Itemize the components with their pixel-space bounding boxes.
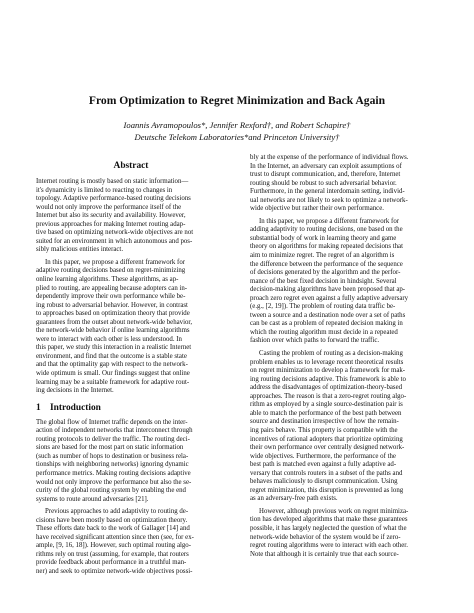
- text-line: learning may be a suitable framework for adaptive rout-: [36, 378, 190, 386]
- text-line: best path is matched even against a fully adaptive ad-: [250, 461, 397, 469]
- text-line: ing routing decisions adaptive. This framework is able to: [250, 375, 406, 383]
- text-line: aim to minimize regret. The regret of an algorithm is: [250, 252, 395, 260]
- text-line: mance of the best fixed decision in hindsight. Several: [250, 277, 397, 285]
- paragraph: [250, 508, 440, 559]
- text-line: Casting the problem of routing as a decision-making: [259, 350, 403, 358]
- text-line: In this paper, we propose a different framework for: [259, 217, 400, 225]
- text-line: which the routing algorithm must decide in a repeated: [250, 328, 398, 336]
- text-line: wide optimum is small. Our findings suggest that online: [36, 370, 190, 378]
- text-line: network-wide behavior of the system would be if zero-: [250, 533, 401, 541]
- text-line: ner) and seek to optimize network-wide objectives possi-: [36, 567, 193, 575]
- text-line: suited for an environment in which autonomous and pos-: [36, 237, 193, 245]
- text-line: would not only improve the performance but also the se-: [36, 478, 192, 486]
- right-column: [250, 154, 440, 563]
- text-line: Internet but also its security and availability. However,: [36, 212, 186, 220]
- text-line: rithms rely on trust (assuming, for example, that routers: [36, 550, 189, 558]
- text-line: substantial body of work in learning theory and game: [250, 234, 397, 242]
- paragraph: [250, 154, 440, 214]
- text-line: previous approaches for making Internet routing adap-: [36, 220, 186, 228]
- text-line: wide objectives. Furthermore, the performance of the: [250, 452, 396, 460]
- paragraph: [36, 419, 226, 504]
- text-line: tion has developed algorithms that make these guarantees: [250, 516, 408, 524]
- text-line: These efforts date back to the work of Gallager [14] and: [36, 525, 190, 533]
- paper-affiliation: Deutsche Telekom Laboratories*and Princeton University†: [134, 132, 340, 142]
- text-line: tionships with neighboring networks) ignoring dynamic: [36, 461, 189, 469]
- section-title: Introduction: [50, 402, 101, 413]
- text-line: sions are based for the most part on static information: [36, 444, 184, 452]
- text-line: tween a source and a destination node over a set of paths: [250, 311, 406, 319]
- text-line: wide objective but rather their own performance.: [250, 205, 384, 213]
- text-line: dependently improve their own performance while be-: [36, 293, 186, 301]
- paragraph: [250, 218, 440, 346]
- text-line: as an adversary-free path exists.: [250, 495, 338, 503]
- text-line: were to interact with each other is less understood. In: [36, 335, 182, 343]
- text-line: ing decisions in the Internet.: [36, 387, 114, 395]
- text-line: incentives of rational adopters that prioritize optimizing: [250, 435, 403, 443]
- text-line: and that the optimality gap with respect to the network-: [36, 361, 188, 369]
- paragraph: [36, 259, 226, 396]
- paragraph: [36, 178, 226, 255]
- text-line: theory on algorithms for making repeated decisions that: [250, 243, 403, 251]
- introduction-body: [36, 419, 226, 577]
- text-line: the difference between the performance of the sequence: [250, 260, 403, 268]
- paragraph: [36, 508, 226, 576]
- right-column-body: [250, 154, 440, 559]
- text-line: able to match the performance of the best path between: [250, 409, 402, 417]
- text-line: environment, and find that the outcome is a stable state: [36, 352, 187, 360]
- text-line: behaves maliciously to disrupt communication. Using: [250, 478, 398, 486]
- text-line: adaptive routing decisions based on regret-minimizing: [36, 267, 186, 275]
- text-line: provide feedback about performance in a truthful man-: [36, 559, 187, 567]
- text-line: online learning algorithms. These algorithms, as ap-: [36, 276, 179, 284]
- text-line: decision-making algorithms have been proposed that ap-: [250, 286, 406, 294]
- introduction-heading: [36, 402, 226, 414]
- text-line: can be cast as a problem of repeated decision making in: [250, 320, 403, 328]
- text-line: versary that controls routers in a subset of the paths and: [250, 469, 403, 477]
- text-line: their own performance over centrally designed network-: [250, 444, 405, 452]
- abstract-body: [36, 178, 226, 396]
- text-line: problem enables us to leverage recent theoretical results: [250, 358, 404, 366]
- text-line: curity of the global routing system by enabling the end: [36, 487, 186, 495]
- text-line: (e.g., [2, 19]). The problem of routing data traffic be-: [250, 303, 396, 311]
- text-line: (such as number of hops to destination or business rela-: [36, 452, 189, 460]
- text-line: ual networks are not likely to seek to optimize a network-: [250, 196, 408, 204]
- text-line: ing pairs behave. This property is compatible with the: [250, 426, 398, 434]
- text-line: However, although previous work on regret minimiza-: [259, 507, 409, 515]
- text-line: Note that although it is certainly true that each source-: [250, 550, 399, 558]
- text-line: have received significant attention since then (see, for ex-: [36, 533, 194, 541]
- text-line: sibly malicious entities interact.: [36, 246, 124, 254]
- text-line: bly at the expense of the performance of individual flows.: [250, 154, 409, 161]
- text-line: trust to disrupt communication, and, therefore, Internet: [250, 171, 401, 179]
- paragraph: [250, 350, 440, 504]
- text-line: In this paper, we propose a different framework for: [45, 258, 186, 266]
- abstract-heading: Abstract: [113, 161, 149, 171]
- text-line: topology. Adaptive performance-based routing decisions: [36, 195, 191, 203]
- text-line: In the Internet, an adversary can exploit assumptions of: [250, 162, 402, 170]
- text-line: the network-wide behavior if online learning algorithms: [36, 327, 190, 335]
- text-line: guarantees from the outset about network-wide behavior,: [36, 318, 193, 326]
- paper-authors: Ioannis Avramopoulos*, Jennifer Rexford†, and Robert Schapire†: [123, 120, 351, 130]
- text-line: this paper, we study this interaction in a realistic Internet: [36, 344, 192, 352]
- text-line: routing should be robust to such adversarial behavior.: [250, 179, 397, 187]
- text-line: Internet routing is mostly based on static information—: [36, 178, 189, 185]
- text-line: fashion over which paths to forward the traffic.: [250, 337, 380, 345]
- text-line: address the disadvantages of optimization-theory-based: [250, 384, 403, 392]
- text-line: Furthermore, in the general interdomain setting, individ-: [250, 188, 405, 196]
- text-line: systems to route around adversaries [21].: [36, 495, 149, 503]
- text-line: ing robust to adversarial behavior. However, in contrast: [36, 301, 188, 309]
- text-line: action of independent networks that interconnect through: [36, 427, 193, 435]
- text-line: Previous approaches to add adaptivity to routing de-: [45, 508, 189, 516]
- text-line: ample, [9, 16, 18]). However, such optimal routing algo-: [36, 542, 192, 550]
- text-line: would not only improve the performance itself of the: [36, 203, 182, 211]
- text-line: on regret minimization to develop a framework for mak-: [250, 367, 406, 375]
- text-line: adding adaptivity to routing decisions, one based on the: [250, 226, 403, 234]
- text-line: possible, it has largely neglected the question of what the: [250, 524, 407, 532]
- paper-title: From Optimization to Regret Minimization and Back Again: [88, 94, 386, 107]
- text-line: regret routing algorithms were to interact with each other.: [250, 542, 408, 550]
- text-line: cisions have been mostly based on optimization theory.: [36, 516, 188, 524]
- section-number: 1: [36, 402, 41, 413]
- text-line: regret minimization, this disruption is prevented as long: [250, 486, 404, 494]
- text-line: proach zero regret even against a fully adaptive adversary: [250, 294, 409, 302]
- text-line: The global flow of Internet traffic depends on the inter-: [36, 418, 188, 426]
- text-line: source and destination irrespective of how the remain-: [250, 418, 399, 426]
- text-line: rithm as employed by a single source-destination pair is: [250, 401, 403, 409]
- text-line: performance metrics. Making routing decisions adaptive: [36, 469, 191, 477]
- text-line: approaches. The reason is that a zero-regret routing algo-: [250, 392, 407, 400]
- text-line: to approaches based on optimization theory that provide: [36, 310, 190, 318]
- text-line: tive based on optimizing network-wide objectives are not: [36, 229, 194, 237]
- text-line: routing protocols to deliver the traffic. The routing deci-: [36, 435, 190, 443]
- left-column: [36, 160, 226, 581]
- text-line: plied to routing, are appealing because adopters can in-: [36, 284, 188, 292]
- text-line: it's dynamicity is limited to reacting to changes in: [36, 186, 173, 194]
- text-line: of decisions generated by the algorithm and the perfor-: [250, 269, 401, 277]
